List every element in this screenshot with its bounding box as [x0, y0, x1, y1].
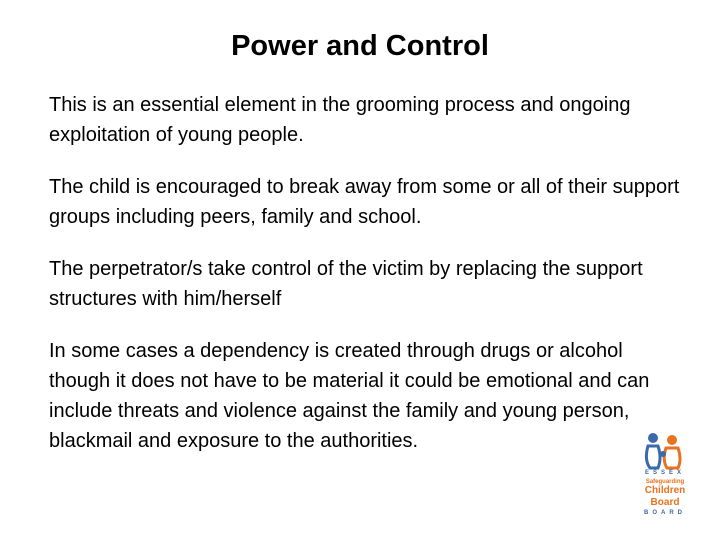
family-figures-icon: [622, 432, 708, 470]
paragraph-1: This is an essential element in the grooming process and ongoing exploitation of young people.: [49, 94, 631, 146]
slide-title: Power and Control: [231, 30, 489, 62]
essex-safeguarding-logo: [622, 432, 708, 524]
paragraph-4: In some cases a dependency is created through drugs or alcohol though it does not have to be material it could be emotional and can include threats and violence against the family and young person, blackmail and exposure to the authorities.: [49, 340, 650, 452]
logo-text-children: Children: [644, 485, 686, 496]
logo-text-essex: ESSEX: [644, 470, 685, 476]
logo-text-board-word: Board: [650, 497, 680, 508]
slide-body: [49, 90, 689, 478]
paragraph-3: The perpetrator/s take control of the victim by replacing the support structures with him/herself: [49, 258, 643, 310]
logo-text-safeguarding: Safeguarding: [645, 479, 685, 485]
logo-text-board: BOARD: [644, 510, 686, 516]
paragraph-2: The child is encouraged to break away from some or all of their support groups including peers, family and school.: [49, 176, 680, 228]
